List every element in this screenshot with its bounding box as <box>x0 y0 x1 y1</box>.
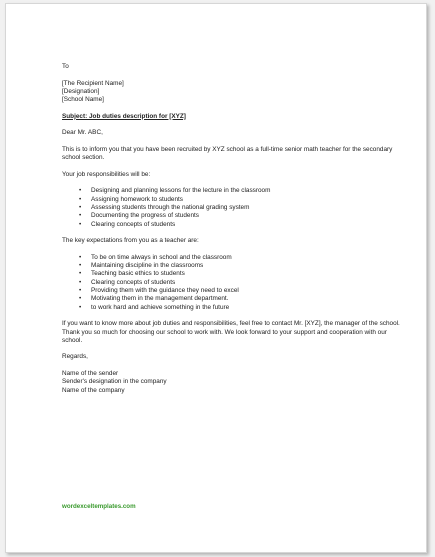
subject-line: Subject: Job duties description for [XYZ] <box>62 112 186 120</box>
responsibilities-list <box>62 187 402 228</box>
sender-name: Name of the sender <box>62 369 119 377</box>
expectations-list <box>62 254 402 312</box>
list-item: • to work hard and achieve something in the future <box>79 304 402 312</box>
recipient-designation: [Designation] <box>62 87 100 95</box>
closing-paragraph: If you want to know more about job duties and responsibilities, feel free to contact Mr. [XYZ], the manager of the school. Thank you so much for choosing our school to work with. We look forward to your support and cooperation with our school. <box>62 320 400 344</box>
list-item: • Teaching basic ethics to students <box>79 270 402 278</box>
list-item: • Providing them with the guidance they need to excel <box>79 287 402 295</box>
list-item: • Designing and planning lessons for the lecture in the classroom <box>79 187 402 195</box>
list-item: • Documenting the progress of students <box>79 212 402 220</box>
closing: Regards, <box>62 353 88 361</box>
sender-designation: Sender's designation in the company <box>62 378 167 386</box>
list-item: • To be on time always in school and the classroom <box>79 254 402 262</box>
intro-paragraph: This is to inform you that you have been recruited by XYZ school as a full-time senior math teacher for the secondary school section. <box>62 145 393 162</box>
list-item: • Assessing students through the national grading system <box>79 204 402 212</box>
recipient-school: [School Name] <box>62 96 104 104</box>
responsibilities-heading: Your job responsibilities will be: <box>62 170 151 178</box>
list-item: • Maintaining discipline in the classrooms <box>79 262 402 270</box>
list-item: • Motivating them in the management department. <box>79 295 402 303</box>
recipient-name: [The Recipient Name] <box>62 79 124 87</box>
to-label: To <box>62 63 69 70</box>
letter-body <box>62 63 402 395</box>
document-page <box>5 3 427 553</box>
list-item: • Clearing concepts of students <box>79 221 402 229</box>
expectations-heading: The key expectations from you as a teacher are: <box>62 237 199 245</box>
site-watermark: wordexceltemplates.com <box>62 503 136 510</box>
list-item: • Assigning homework to students <box>79 196 402 204</box>
list-item: • Clearing concepts of students <box>79 279 402 287</box>
salutation: Dear Mr. ABC, <box>62 129 103 137</box>
sender-company: Name of the company <box>62 386 125 394</box>
